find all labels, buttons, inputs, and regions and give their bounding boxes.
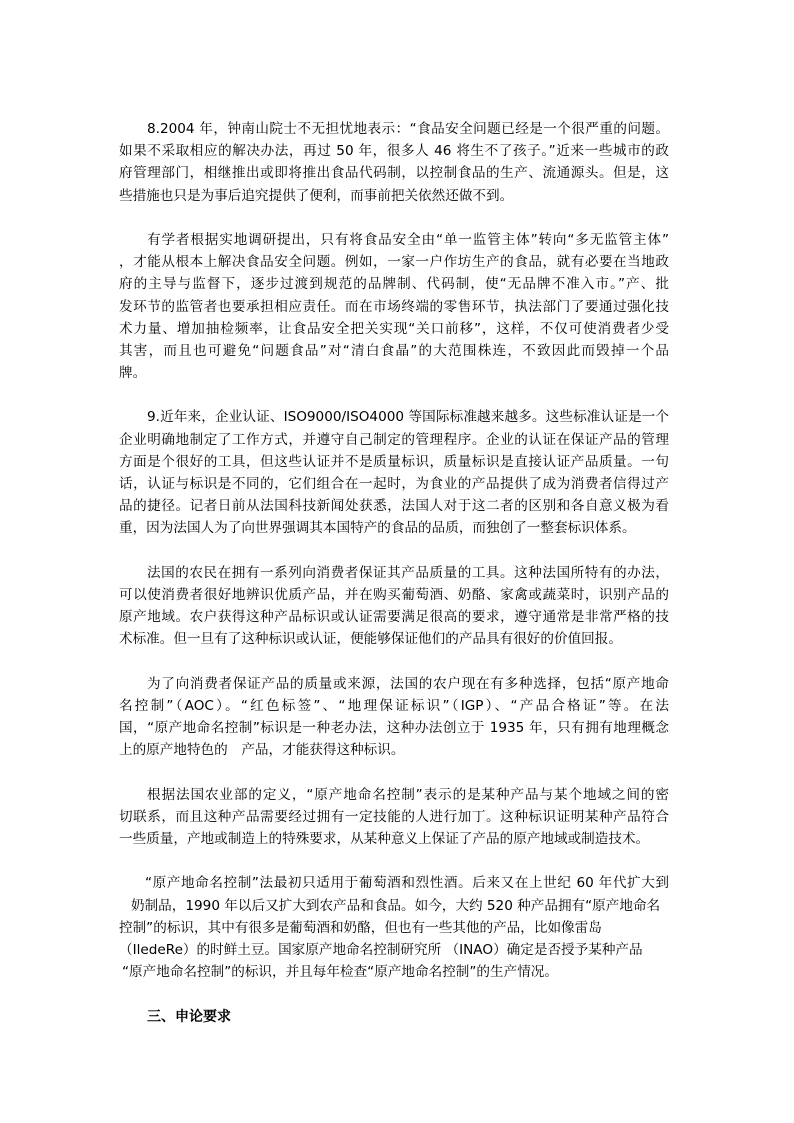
paragraph-line: 原产地域。农户获得这种产品标识或认证需要满足很高的要求，遵守通常是非常严格的技 [119, 609, 669, 626]
paragraph-list [119, 118, 669, 983]
paragraph-line: 为了向消费者保证产品的质量或来源，法国的农户现在有多种选择，包括“原产地命 [147, 675, 669, 692]
paragraph-line: 品的捷径。记者日前从法国科技新闻处获悉，法国人对于这二者的区别和各自意义极为看 [119, 498, 669, 515]
paragraph [119, 562, 669, 651]
paragraph-line: ，才能从根本上解决食品安全问题。例如，一家一户作坊生产的食品，就有必要在当地政 [119, 254, 669, 271]
paragraph-line: 根据法国农业部的定义，“原产地命名控制”表示的是某种产品与某个地域之间的密 [147, 786, 669, 803]
paragraph-line: 8.2004 年，钟南山院士不无担忧地表示：“食品安全问题已经是一个很严重的问题。 [147, 121, 669, 137]
paragraph-line: 术力量、增加抽检频率，让食品安全把关实现“关口前移”，这样，不仅可使消费者少受 [119, 320, 669, 337]
paragraph-line: 可以使消费者很好地辨识优质产品，并在购买葡萄酒、奶酪、家禽或蔬菜时，识别产品的 [119, 586, 669, 603]
paragraph-line: 名控制”（AOC）。“红色标签”、“地理保证标识”（IGP）、“产品合格证”等。在法 [119, 697, 669, 714]
paragraph-line: 方面是个很好的工具，但这些认证并不是质量标识，质量标识是直接认证产品质量。一句 [119, 453, 669, 470]
paragraph-line: 9.近年来，企业认证、ISO9000/ISO4000 等国际标准越来越多。这些标准认证是一个 [147, 409, 669, 426]
paragraph-line: 府的主导与监督下，逐步过渡到规范的品牌制、代码制，使“无品牌不准入市。”产、批 [119, 276, 669, 293]
paragraph-line: 切联系，而且这种产品需要经过拥有一定技能的人进行加丁。这种标识证明某种产品符合 [119, 808, 669, 825]
paragraph-line: 上的原产地特色的 产品，才能获得这种标识。 [119, 742, 405, 759]
paragraph-line: 法国的农民在拥有一系列向消费者保证其产品质量的工具。这种法国所特有的办法， [147, 564, 669, 581]
paragraph [119, 872, 669, 983]
paragraph [119, 673, 669, 762]
paragraph-line: 其害，而且也可避免“问题食品”对“清白食晶”的大范围株连，不致因此而毁掉一个品 [119, 342, 669, 359]
paragraph-line: 些措施也只是为事后追究提供了便利，而事前把关依然还做不到。 [119, 187, 514, 204]
paragraph-line: 重，因为法国人为了向世界强调其本国特产的食品的品质，而独创了一整套标识体系。 [119, 520, 636, 537]
paragraph-line: 如果不采取相应的解决办法，再过 50 年，很多人 46 将生不了孩子。”近来一些城市的政 [119, 143, 669, 160]
paragraph-line: 国，“原产地命名控制”标识是一种老办法，这种办法创立于 1935 年，只有拥有地理概念 [119, 720, 669, 737]
paragraph-line: “原产地命名控制”法最初只适用于葡萄酒和烈性酒。后来又在上世纪 60 年代扩大到 [145, 875, 669, 892]
paragraph [119, 784, 669, 851]
paragraph-line: （IledeRe）的时鲜土豆。国家原产地命名控制研究所 （INAO）确定是否授予某种产品 [119, 941, 643, 958]
paragraph-line: 牌。 [119, 365, 147, 382]
paragraph-line: 有学者根据实地调研提出，只有将食品安全由“单一监管主体”转向“多无监管主体” [147, 231, 669, 248]
paragraph-line: “原产地命名控制”的标识，并且每年检查“原产地命名控制”的生产情况。 [122, 964, 558, 981]
paragraph-line: 企业明确地制定了工作方式，并遵守自己制定的管理程序。企业的认证在保证产品的管理 [119, 431, 669, 448]
paragraph [119, 118, 669, 207]
paragraph-line: 发环节的监管者也要承担相应责任。而在市场终端的零售环节，执法部门了要通过强化技 [119, 298, 669, 315]
paragraph-line: 奶制品，1990 年以后又扩大到农产品和食品。如今，大约 520 种产品拥有“原产地命名 [131, 897, 661, 914]
paragraph-line: 话，认证与标识是不同的，它们组合在一起时，为食业的产品提供了成为消费者信得过产 [119, 476, 669, 492]
paragraph-line: 府管理部门，相继推出或即将推出食品代码制，以控制食品的生产、流通源头。但是，这 [119, 165, 669, 182]
paragraph-line: 术标准。但一旦有了这种标识或认证，便能够保证他们的产品具有很好的价值回报。 [119, 631, 622, 648]
section-heading: 三、申论要求 [147, 1008, 231, 1025]
document-body [119, 118, 669, 1028]
paragraph [119, 406, 669, 539]
paragraph-line: 一些质量，产地或制造上的特殊要求，从某种意义上保证了产品的原产地域或制造技术。 [119, 831, 650, 847]
paragraph [119, 229, 669, 384]
paragraph-line: 控制”的标识，其中有很多是葡萄酒和奶酪，但也有一些其他的产品，比如像雷岛 [119, 919, 602, 936]
